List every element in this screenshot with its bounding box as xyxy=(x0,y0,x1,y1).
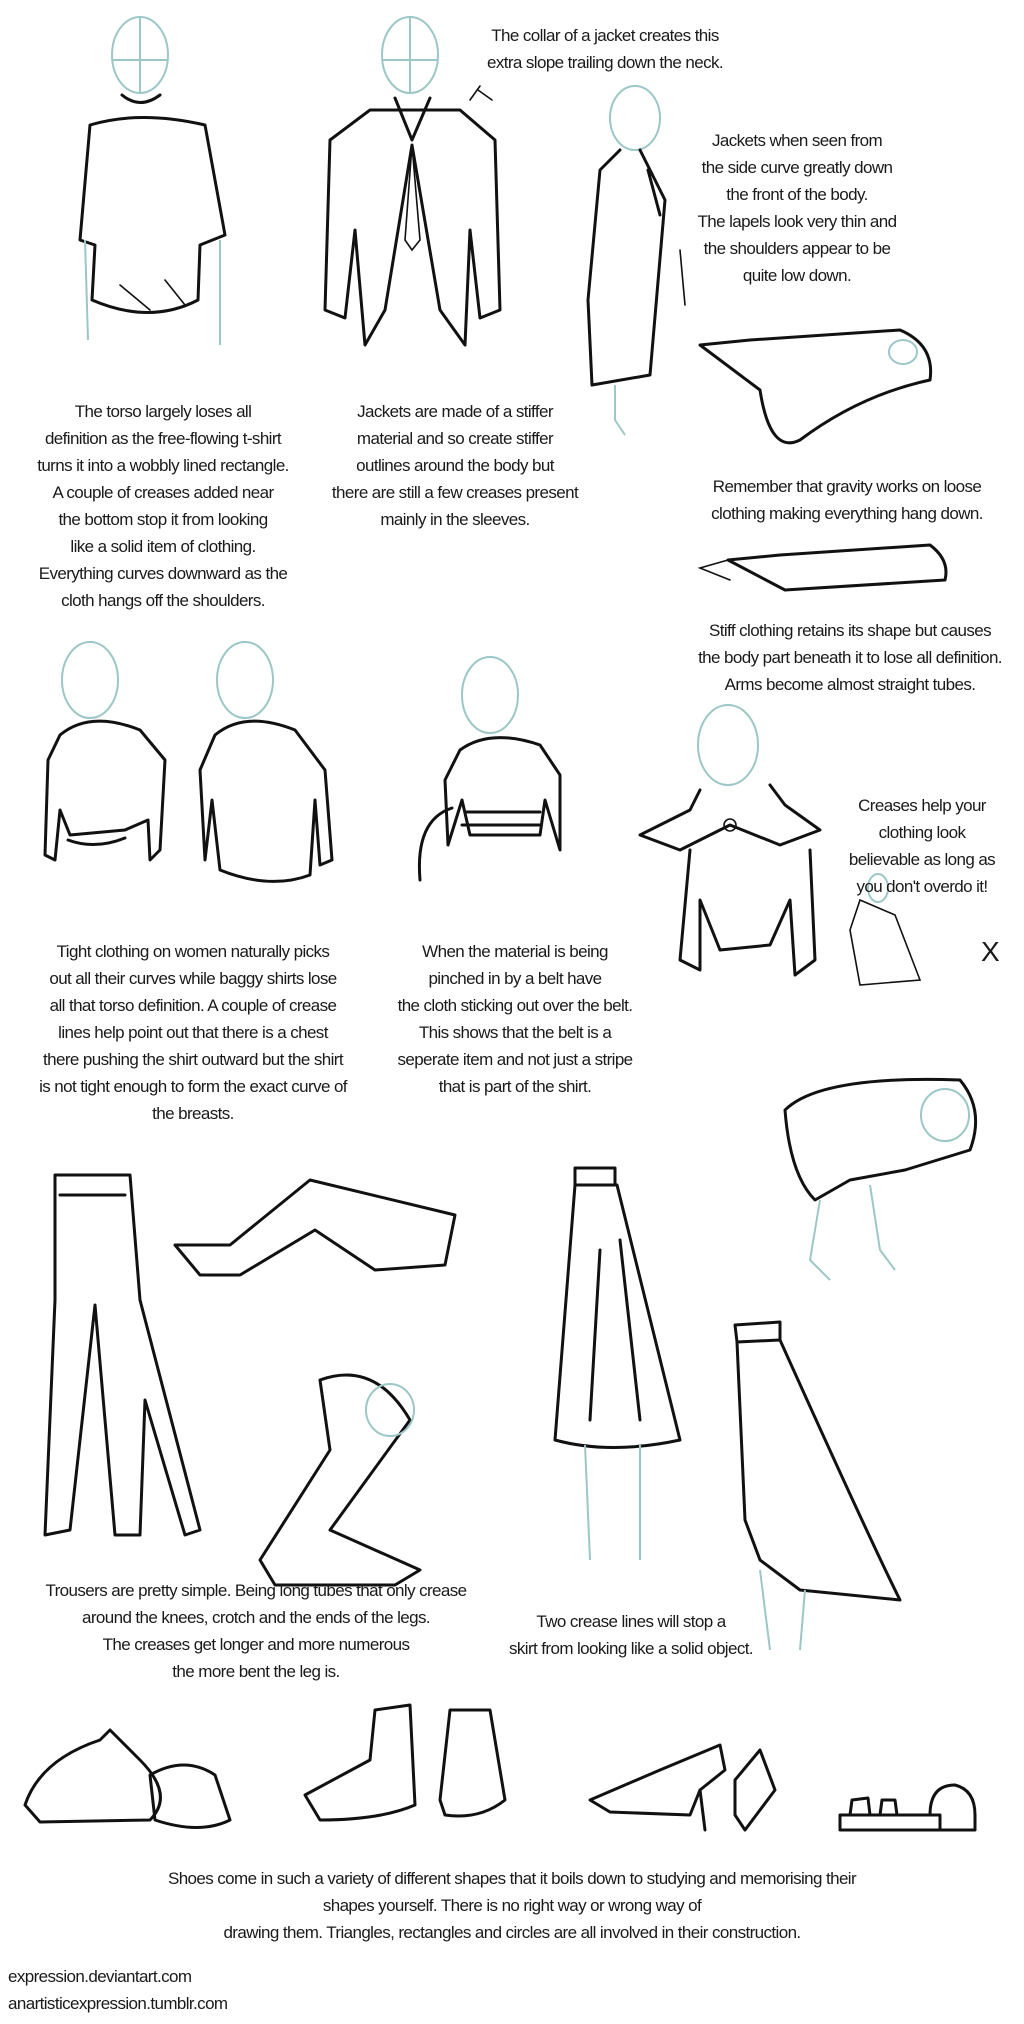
note-line: around the knees, crotch and the ends of the legs. xyxy=(81,1608,431,1627)
note-line: Jackets when seen from xyxy=(711,131,883,150)
note-line: there are still a few creases present xyxy=(331,483,579,502)
note-line: outlines around the body but xyxy=(356,456,554,475)
note-line: When the material is being xyxy=(422,942,608,961)
long-skirt-sketch xyxy=(555,1168,680,1560)
note-line: material and so create stiffer xyxy=(356,429,554,448)
note-line: the body part beneath it to lose all definition. xyxy=(698,648,1002,667)
note-line: mainly in the sleeves. xyxy=(380,510,530,529)
note-line: Remember that gravity works on loose xyxy=(712,477,982,496)
flowing-skirt-sketch xyxy=(735,1322,900,1650)
note-line: the shoulders appear to be xyxy=(703,239,891,258)
wrong-example-mark: X xyxy=(980,936,1000,967)
note-line: Creases help your xyxy=(858,796,986,815)
note-creases xyxy=(849,792,995,900)
note-line: The lapels look very thin and xyxy=(697,212,897,231)
note-line: the breasts. xyxy=(152,1104,234,1123)
baggy-shirt-figure-sketch xyxy=(200,642,332,881)
tight-shirt-figure-sketch xyxy=(45,642,165,860)
kneeling-trousers-sketch xyxy=(260,1375,420,1585)
standing-trousers-sketch xyxy=(45,1175,200,1535)
note-line: clothing look xyxy=(878,823,966,842)
note-collar xyxy=(487,22,723,76)
note-line: The creases get longer and more numerous xyxy=(102,1635,410,1654)
credit-tumblr: anartisticexpression.tumblr.com xyxy=(8,1994,228,2013)
note-line: Tight clothing on women naturally picks xyxy=(56,942,330,961)
note-line: all that torso definition. A couple of crease xyxy=(49,996,337,1015)
note-line: seperate item and not just a stripe xyxy=(397,1050,633,1069)
note-line: This shows that the belt is a xyxy=(418,1023,612,1042)
note-gravity xyxy=(711,473,983,527)
note-line: extra slope trailing down the neck. xyxy=(486,53,724,72)
bent-leg-shorts-sketch xyxy=(785,1079,976,1280)
note-line: the side curve greatly down xyxy=(701,158,893,177)
note-shoes xyxy=(168,1865,856,1946)
note-line: A couple of creases added near xyxy=(52,483,274,502)
note-line: Shoes come in such a variety of different shapes that it boils down to studying and memorising their xyxy=(167,1869,857,1888)
note-line: the cloth sticking out over the belt. xyxy=(397,996,633,1015)
note-line: like a solid item of clothing. xyxy=(70,537,256,556)
note-belt xyxy=(397,938,632,1100)
note-stiff xyxy=(698,617,1002,698)
note-line: out all their curves while baggy shirts lose xyxy=(49,969,337,988)
note-line: shapes yourself. There is no right way or wrong way of xyxy=(322,1896,702,1915)
tshirt-figure-sketch xyxy=(80,17,225,345)
note-jackets-stiff xyxy=(332,398,578,533)
stiff-sleeve-sketch xyxy=(700,545,946,590)
note-line: there pushing the shirt outward but the shirt xyxy=(43,1050,343,1069)
side-jacket-sketch xyxy=(588,86,685,435)
note-line: believable as long as xyxy=(848,850,996,869)
note-line: the front of the body. xyxy=(726,185,868,204)
shoe-sketches xyxy=(25,1705,975,1830)
note-line: pinched in by a belt have xyxy=(428,969,602,988)
note-line: quite low down. xyxy=(742,266,852,285)
note-line: lines help point out that there is a chest xyxy=(58,1023,328,1042)
note-line: turns it into a wobbly lined rectangle. xyxy=(37,456,289,475)
note-line: drawing them. Triangles, rectangles and circles are all involved in their construction. xyxy=(223,1923,801,1942)
jacket-figure-sketch xyxy=(325,17,500,345)
note-trousers xyxy=(45,1577,466,1685)
note-line: the more bent the leg is. xyxy=(172,1662,340,1681)
note-line: The collar of a jacket creates this xyxy=(491,26,719,45)
note-line: definition as the free-flowing t-shirt xyxy=(44,429,282,448)
loose-sleeve-sketch xyxy=(700,330,931,443)
note-line: you don't overdo it! xyxy=(856,877,988,896)
note-line: Arms become almost straight tubes. xyxy=(724,675,976,694)
sitting-trousers-sketch xyxy=(175,1180,455,1275)
note-line: Stiff clothing retains its shape but causes xyxy=(709,621,991,640)
note-torso xyxy=(37,398,289,614)
note-line: Trousers are pretty simple. Being long tubes that only crease xyxy=(45,1581,467,1600)
belt-figure-sketch xyxy=(419,657,560,880)
note-line: that is part of the shirt. xyxy=(438,1077,592,1096)
note-line: is not tight enough to form the exact curve of xyxy=(39,1077,347,1096)
note-line: skirt from looking like a solid object. xyxy=(509,1639,753,1658)
credit-deviantart: expression.deviantart.com xyxy=(8,1967,192,1986)
note-skirt xyxy=(509,1608,753,1662)
credits xyxy=(8,1963,228,2017)
note-line: Jackets are made of a stiffer xyxy=(357,402,553,421)
note-tight xyxy=(39,938,347,1127)
note-line: the bottom stop it from looking xyxy=(58,510,268,529)
note-line: The torso largely loses all xyxy=(74,402,252,421)
note-line: clothing making everything hang down. xyxy=(711,504,983,523)
note-line: Two crease lines will stop a xyxy=(536,1612,726,1631)
note-line: cloth hangs off the shoulders. xyxy=(61,591,265,610)
note-line: Everything curves downward as the xyxy=(38,564,288,583)
note-jacket-side xyxy=(697,127,896,289)
